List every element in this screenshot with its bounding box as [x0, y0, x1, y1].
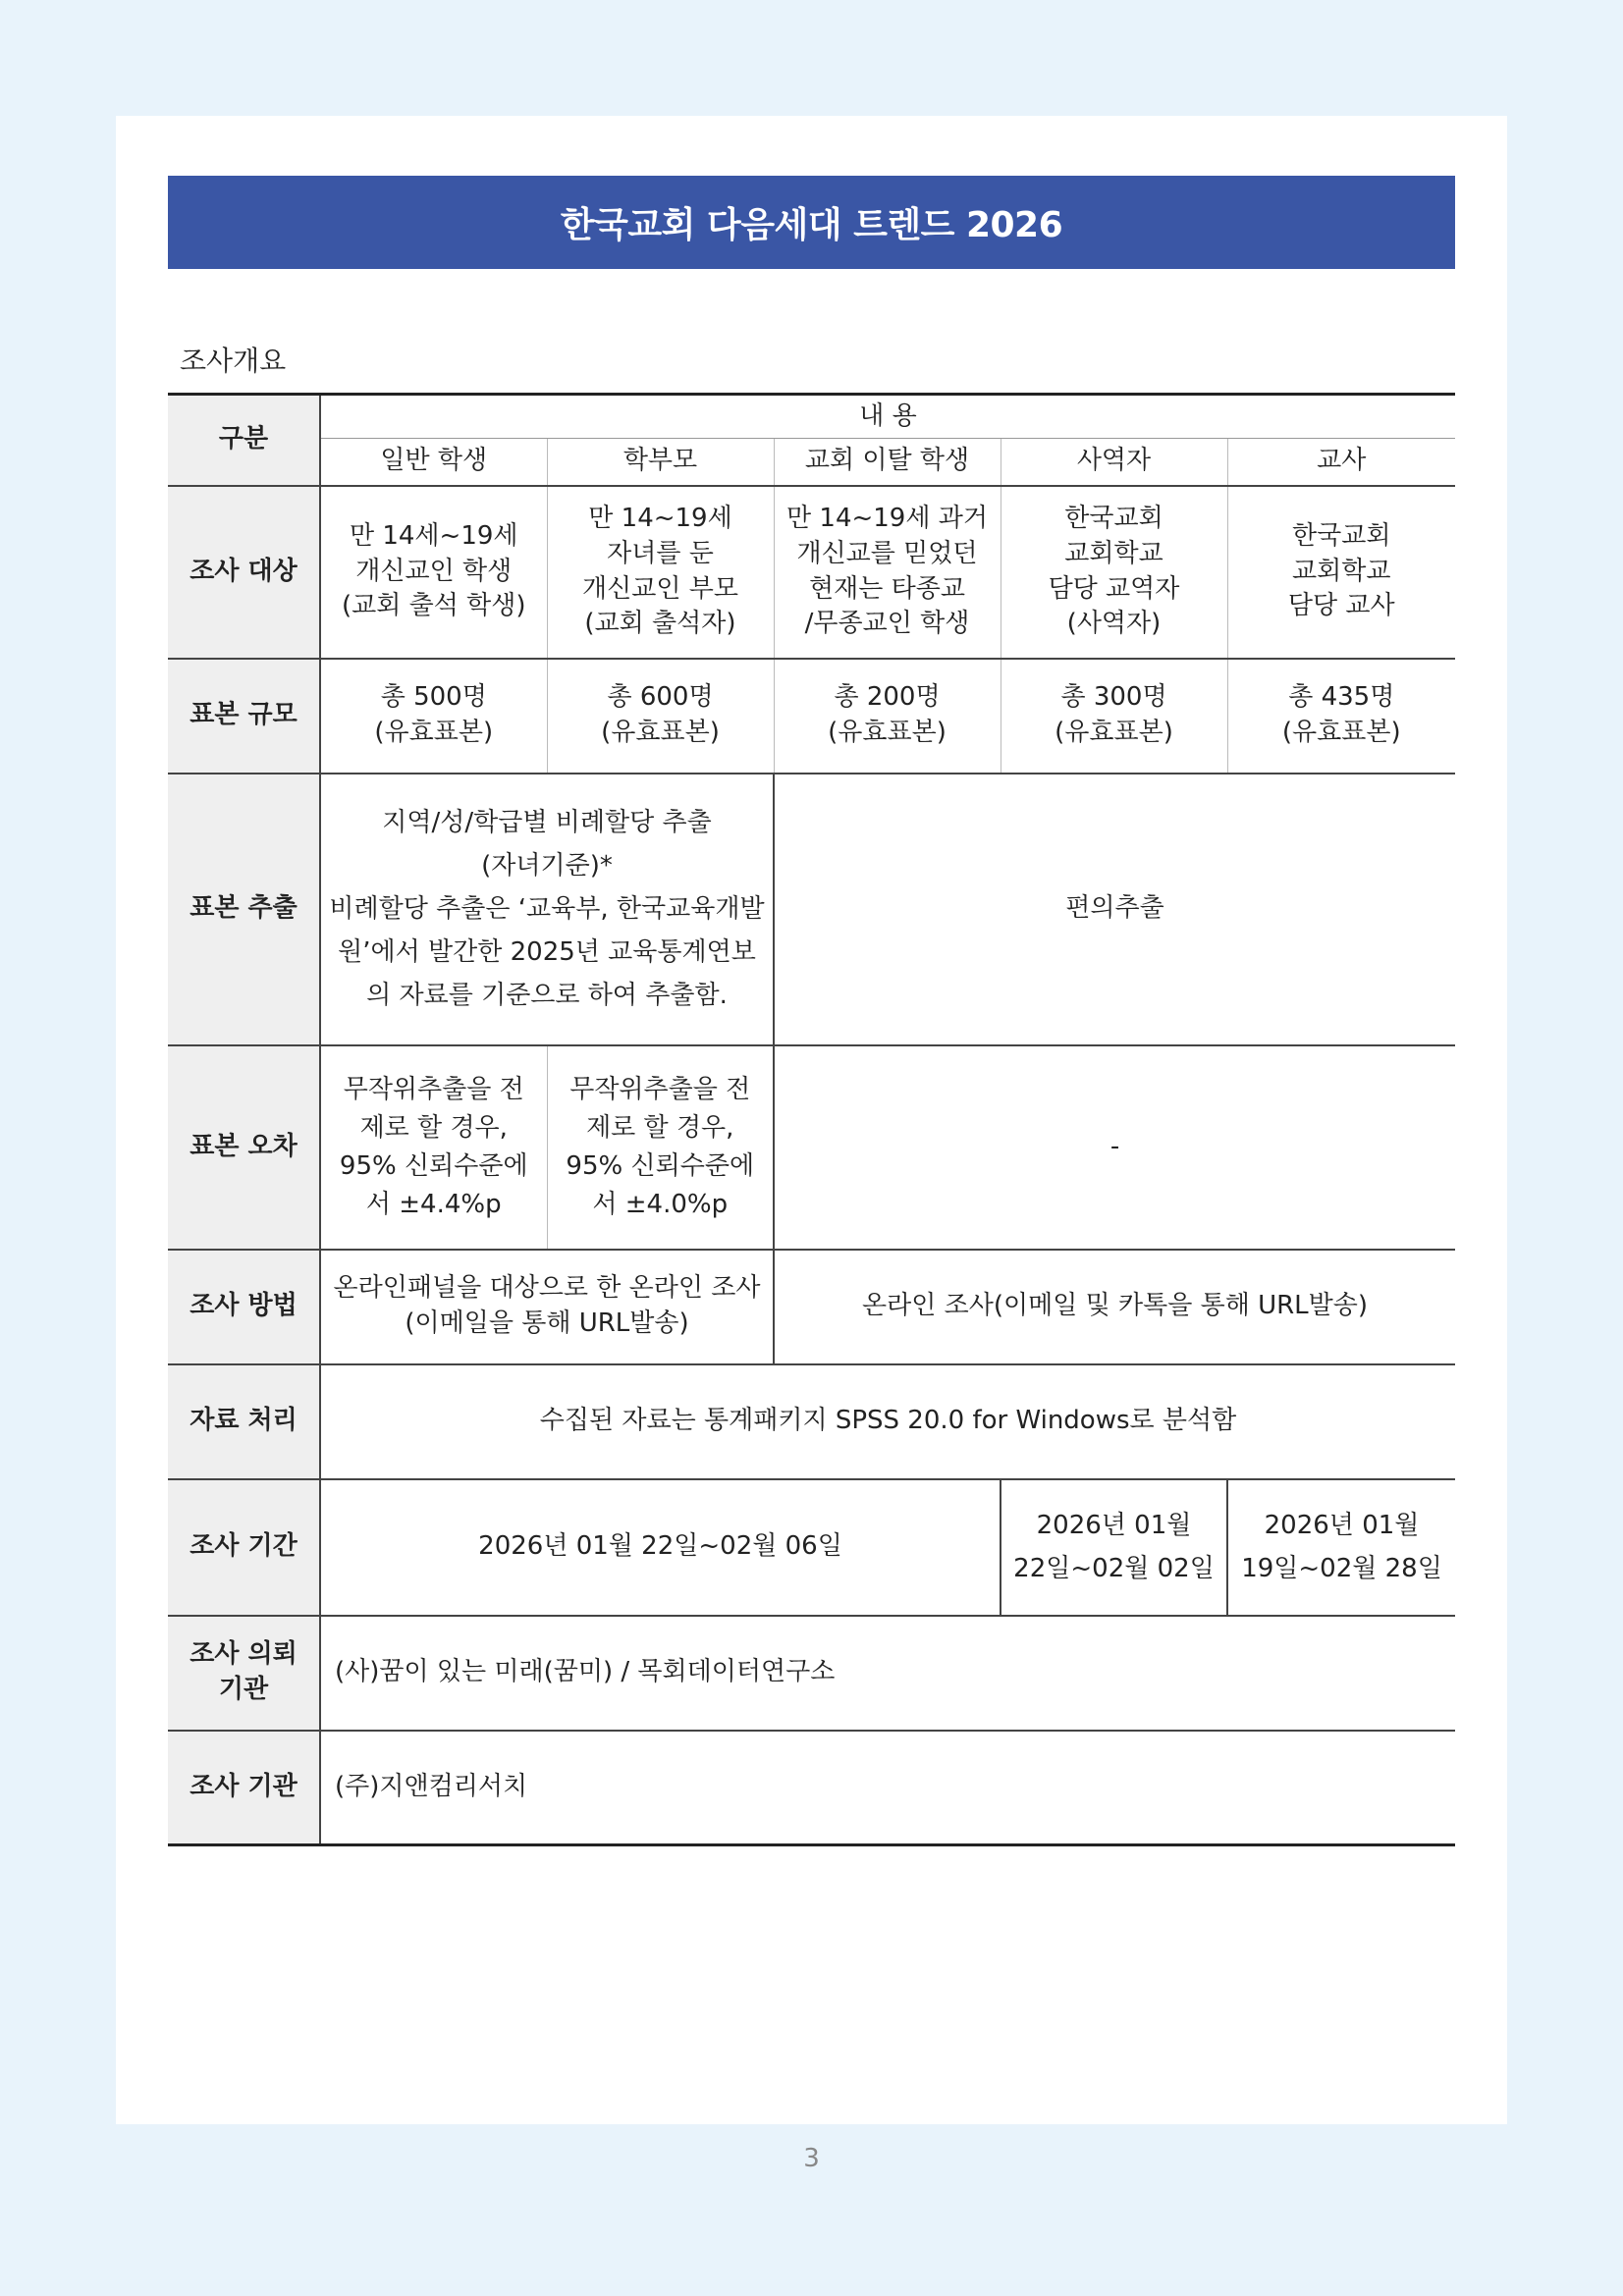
row-header-target: 조사 대상 [168, 486, 320, 659]
target-cell: 만 14~19세 자녀를 둔 개신교인 부모 (교회 출석자) [547, 486, 774, 659]
processing-cell: 수집된 자료는 통계패키지 SPSS 20.0 for Windows로 분석함 [320, 1364, 1455, 1479]
column-header: 일반 학생 [320, 439, 547, 486]
target-cell: 만 14~19세 과거 개신교를 믿었던 현재는 타종교 /무종교인 학생 [774, 486, 1001, 659]
error-cell: 무작위추출을 전 제로 할 경우, 95% 신뢰수준에 서 ±4.0%p [547, 1045, 774, 1250]
period-teachers-cell: 2026년 01월 19일~02월 28일 [1227, 1479, 1455, 1616]
target-cell: 한국교회 교회학교 담당 교역자 (사역자) [1001, 486, 1227, 659]
row-header-processing: 자료 처리 [168, 1364, 320, 1479]
period-ministers-cell: 2026년 01월 22일~02월 02일 [1001, 1479, 1227, 1616]
column-header: 사역자 [1001, 439, 1227, 486]
row-header-agency: 조사 기관 [168, 1731, 320, 1845]
column-header: 교회 이탈 학생 [774, 439, 1001, 486]
client-cell: (사)꿈이 있는 미래(꿈미) / 목회데이터연구소 [320, 1616, 1455, 1731]
column-header: 교사 [1227, 439, 1455, 486]
target-cell: 만 14세~19세 개신교인 학생 (교회 출석 학생) [320, 486, 547, 659]
page-number: 3 [803, 2144, 820, 2173]
header-content: 내 용 [320, 395, 1455, 439]
error-empty-cell: - [774, 1045, 1455, 1250]
header-corner: 구분 [168, 395, 320, 486]
row-header-period: 조사 기간 [168, 1479, 320, 1616]
sample-size-cell: 총 300명 (유효표본) [1001, 659, 1227, 774]
sampling-proportional-cell: 지역/성/학급별 비례할당 추출 (자녀기준)* 비례할당 추출은 ‘교육부, 한국교육개발 원’에서 발간한 2025년 교육통계연보 의 자료를 기준으로 하여 추출함. [320, 774, 774, 1045]
target-cell: 한국교회 교회학교 담당 교사 [1227, 486, 1455, 659]
agency-cell: (주)지앤컴리서치 [320, 1731, 1455, 1845]
row-header-sample-size: 표본 규모 [168, 659, 320, 774]
period-main-cell: 2026년 01월 22일~02월 06일 [320, 1479, 1001, 1616]
survey-overview-table [168, 393, 1455, 1846]
document-page [116, 116, 1507, 2124]
sample-size-cell: 총 435명 (유효표본) [1227, 659, 1455, 774]
sample-size-cell: 총 500명 (유효표본) [320, 659, 547, 774]
row-header-sampling: 표본 추출 [168, 774, 320, 1045]
sampling-convenience-cell: 편의추출 [774, 774, 1455, 1045]
column-header: 학부모 [547, 439, 774, 486]
row-header-method: 조사 방법 [168, 1250, 320, 1364]
method-online-cell: 온라인 조사(이메일 및 카톡을 통해 URL발송) [774, 1250, 1455, 1364]
section-label: 조사개요 [180, 345, 287, 377]
sample-size-cell: 총 200명 (유효표본) [774, 659, 1001, 774]
row-header-client: 조사 의뢰 기관 [168, 1616, 320, 1731]
row-header-error: 표본 오차 [168, 1045, 320, 1250]
sample-size-cell: 총 600명 (유효표본) [547, 659, 774, 774]
method-panel-cell: 온라인패널을 대상으로 한 온라인 조사 (이메일을 통해 URL발송) [320, 1250, 774, 1364]
page-title: 한국교회 다음세대 트렌드 2026 [168, 176, 1455, 269]
error-cell: 무작위추출을 전 제로 할 경우, 95% 신뢰수준에 서 ±4.4%p [320, 1045, 547, 1250]
